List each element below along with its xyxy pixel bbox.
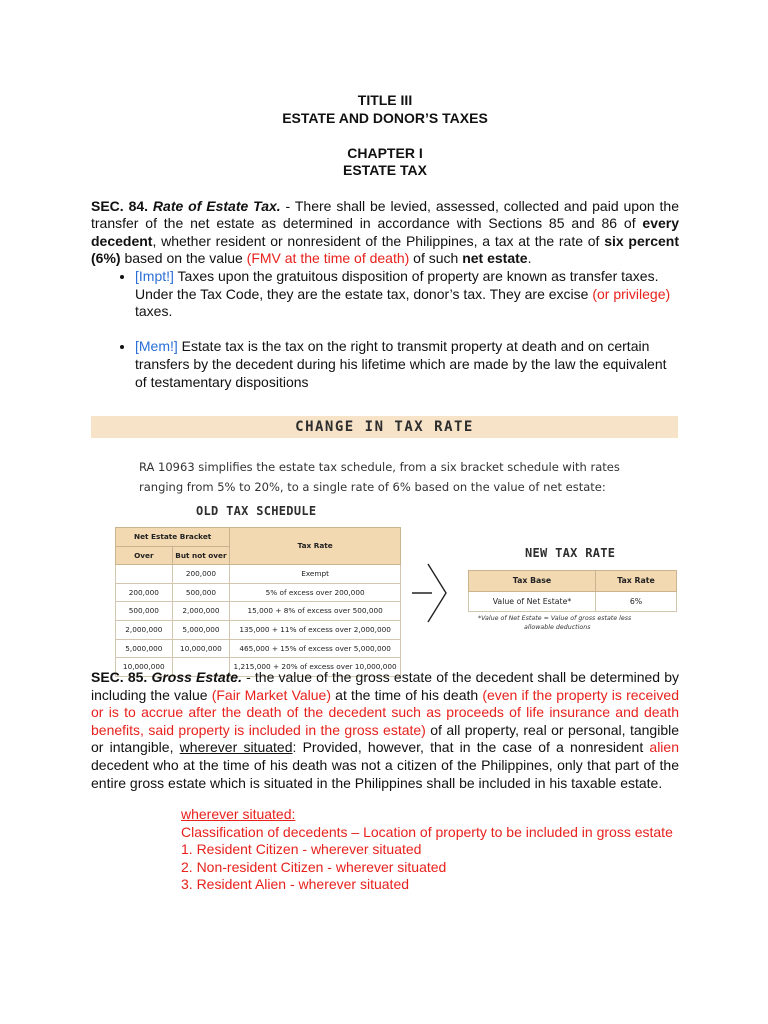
- new-rate-title: NEW TAX RATE: [525, 546, 616, 560]
- cell: 2,000,000: [172, 602, 230, 621]
- text-red: (even if the property is received or is to accrue after the death of the decedent such as proceeds of life insurance and death benefits, said property is included in the gross estate): [91, 686, 679, 738]
- text: - There shall be levied, assessed, collected and paid upon the transfer of the net estate as determined in accordance with Sections 85 and 86 of: [91, 197, 679, 232]
- header-base: Tax Base: [469, 571, 596, 592]
- text: based on the value: [120, 250, 247, 267]
- text-red: (FMV at the time of death): [246, 250, 410, 267]
- section-84-paragraph: [91, 198, 679, 268]
- table-row: [469, 591, 677, 612]
- list-item: [135, 268, 679, 321]
- header-bracket: Net Estate Bracket: [116, 528, 230, 547]
- section-85-title: Gross Estate.: [151, 669, 242, 685]
- cell: Exempt: [230, 565, 401, 584]
- intro-line: ranging from 5% to 20%, to a single rate of 6% based on the value of net estate:: [139, 480, 606, 494]
- text: - the value of the gross estate of the decedent shall be determined by including the value: [91, 669, 679, 703]
- old-schedule-title: OLD TAX SCHEDULE: [196, 504, 317, 518]
- text: Taxes upon the gratuitous disposition of property are known as transfer taxes. Under the Tax Code, they are the estate tax, donor’s tax. They are excise: [135, 267, 659, 302]
- chapter-title: ESTATE TAX: [343, 162, 427, 179]
- footnote-line: *Value of Net Estate = Value of gross estate less: [478, 615, 632, 622]
- header-rate: Tax Rate: [596, 571, 677, 592]
- section-84-title: Rate of Estate Tax.: [152, 197, 281, 214]
- cell: 5,000,000: [116, 639, 173, 658]
- cell: 200,000: [172, 565, 230, 584]
- intro-line: RA 10963 simplifies the estate tax schedule, from a six bracket schedule with rates: [139, 460, 620, 474]
- cell: 2,000,000: [116, 620, 173, 639]
- cell: 200,000: [116, 583, 173, 602]
- cell: Value of Net Estate*: [469, 591, 596, 612]
- section-84-label: SEC. 84.: [91, 197, 149, 214]
- table-row: [116, 565, 401, 584]
- list-item: [135, 338, 679, 391]
- text-bold: six percent (6%): [91, 232, 679, 267]
- text: , whether resident or nonresident of the Philippines, a tax at the rate of: [152, 232, 605, 249]
- notes-classification: Classification of decedents – Location of property to be included in gross estate: [181, 823, 673, 840]
- text-red: alien: [649, 739, 679, 756]
- text-bold: every decedent: [91, 215, 679, 249]
- cell: 15,000 + 8% of excess over 500,000: [230, 602, 401, 621]
- text-red: (Fair Market Value): [211, 686, 331, 703]
- cell: 135,000 + 11% of excess over 2,000,000: [230, 620, 401, 639]
- header-not-over: But not over: [172, 546, 230, 565]
- text-red: (or privilege): [592, 285, 671, 302]
- footnote-line: allowable deductions: [524, 624, 591, 631]
- text-underlined: wherever situated: [179, 739, 293, 756]
- cell: [116, 565, 173, 584]
- arrow-right-icon: [410, 562, 450, 624]
- list-item: 2. Non-resident Citizen - wherever situated: [181, 858, 447, 875]
- header-rate: Tax Rate: [230, 528, 401, 565]
- text: decedent who at the time of his death was not a citizen of the Philippines, only that part of the entire gross estate which is situated in the Philippines shall be included in his taxable estate.: [91, 756, 679, 791]
- text: : Provided, however, that in the case of a nonresident: [292, 739, 650, 756]
- tag-important: [Impt!]: [135, 267, 174, 284]
- cell: 465,000 + 15% of excess over 5,000,000: [230, 639, 401, 658]
- text-bold: net estate: [462, 250, 528, 267]
- text: at the time of his death: [331, 686, 483, 703]
- table-row: [116, 602, 401, 621]
- tag-memorize: [Mem!]: [135, 338, 178, 355]
- change-in-tax-rate-banner: CHANGE IN TAX RATE: [91, 416, 678, 438]
- figure-intro: [139, 457, 639, 497]
- list-item: 1. Resident Citizen - wherever situated: [181, 841, 422, 858]
- notes-heading: wherever situated:: [181, 806, 296, 822]
- cell: 10,000,000: [172, 639, 230, 658]
- text: Estate tax is the tax on the right to transmit property at death and on certain transfers by the decedent during his lifetime which are made by the law the equivalent of testamentary dispositions: [135, 338, 667, 390]
- section-85-paragraph: [91, 669, 679, 792]
- text: .: [527, 250, 532, 267]
- cell: 10,000,000: [116, 658, 173, 677]
- bullet-list: [91, 268, 679, 391]
- cell: 500,000: [172, 583, 230, 602]
- text: of all property, real or personal, tangible or intangible,: [91, 721, 680, 756]
- text: taxes.: [135, 303, 173, 320]
- title-heading: TITLE III: [357, 92, 413, 108]
- new-tax-rate-table: [468, 570, 677, 612]
- cell: 5,000,000: [172, 620, 230, 639]
- section-85-label: SEC. 85.: [91, 669, 148, 685]
- old-tax-schedule-table: [115, 527, 401, 677]
- text: of such: [409, 250, 463, 267]
- new-rate-footnote: [478, 614, 678, 632]
- table-row: [116, 639, 401, 658]
- title-subheading: ESTATE AND DONOR’S TAXES: [282, 109, 488, 126]
- table-row: [116, 583, 401, 602]
- cell: 6%: [596, 591, 677, 612]
- notes-block: [181, 806, 681, 894]
- list-item: 3. Resident Alien - wherever situated: [181, 876, 410, 893]
- document-body: [91, 92, 679, 391]
- cell: 5% of excess over 200,000: [230, 583, 401, 602]
- cell: 1,215,000 + 20% of excess over 10,000,000: [230, 658, 401, 677]
- chapter-heading: CHAPTER I: [347, 144, 423, 161]
- header-over: Over: [116, 546, 173, 565]
- cell: 500,000: [116, 602, 173, 621]
- table-row: [116, 620, 401, 639]
